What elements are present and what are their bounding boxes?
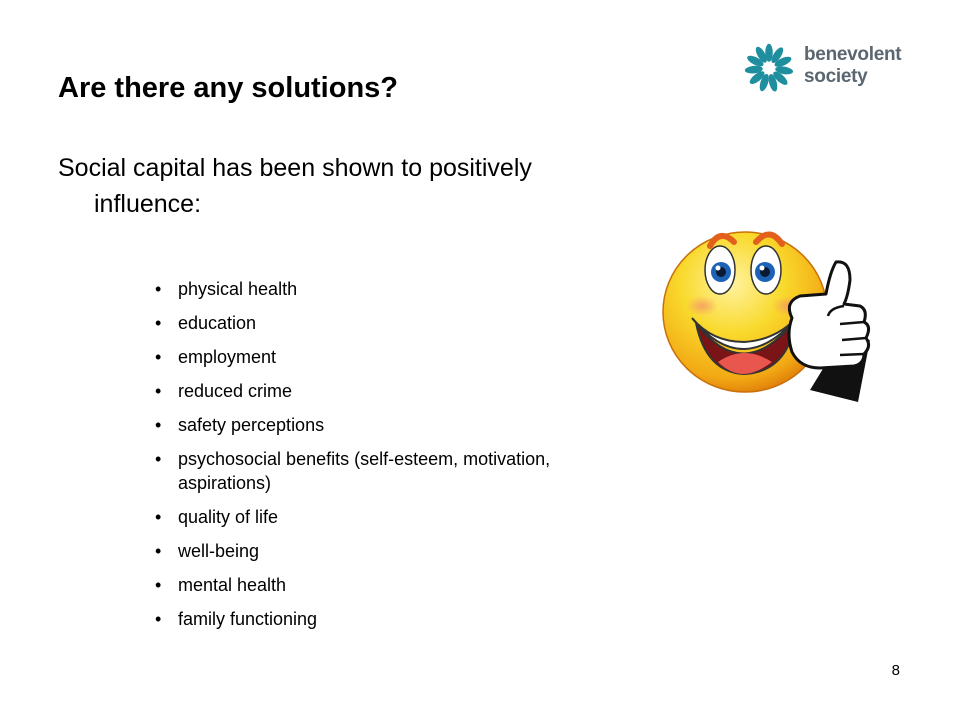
bullet-dot: •: [155, 449, 162, 469]
list-item-label: family functioning: [178, 609, 318, 629]
list-item-label: mental health: [178, 575, 287, 595]
list-item: [155, 277, 585, 301]
list-item-label: safety perceptions: [178, 415, 325, 435]
list-item-label: well-being: [178, 541, 260, 561]
bullet-dot: •: [155, 347, 162, 367]
bullet-dot: •: [155, 507, 162, 527]
list-item-label: education: [178, 313, 257, 333]
bullet-dot: •: [155, 541, 162, 561]
list-item: [155, 607, 585, 631]
benevolent-society-logo: [742, 38, 922, 98]
list-item: [155, 573, 585, 597]
list-item: [155, 539, 585, 563]
list-item: [155, 345, 585, 369]
thumbs-up-smiley-icon: [660, 222, 875, 407]
list-item-label: employment: [178, 347, 277, 367]
list-item: [155, 447, 585, 495]
bullet-dot: •: [155, 279, 162, 299]
list-item-label: quality of life: [178, 507, 279, 527]
teal-star-burst-icon: [742, 41, 796, 95]
logo-line-1: benevolent: [804, 44, 902, 65]
list-item-label: reduced crime: [178, 381, 293, 401]
list-item-label: psychosocial benefits (self-esteem, motivation, aspirations): [178, 449, 551, 493]
bullet-dot: •: [155, 415, 162, 435]
list-item: [155, 505, 585, 529]
list-item: [155, 379, 585, 403]
logo-line-2: society: [804, 66, 868, 87]
bullet-dot: •: [155, 575, 162, 595]
bullet-dot: •: [155, 609, 162, 629]
list-item: [155, 311, 585, 335]
slide-title: Are there any solutions?: [58, 72, 399, 104]
list-item-label: physical health: [178, 279, 298, 299]
bullet-dot: •: [155, 313, 162, 333]
bullet-list: [155, 277, 585, 641]
logo-wordmark: [804, 44, 901, 88]
bullet-dot: •: [155, 381, 162, 401]
list-item: [155, 413, 585, 437]
page-number: 8: [891, 662, 900, 679]
intro-text: Social capital has been shown to positively influence:: [58, 154, 532, 218]
